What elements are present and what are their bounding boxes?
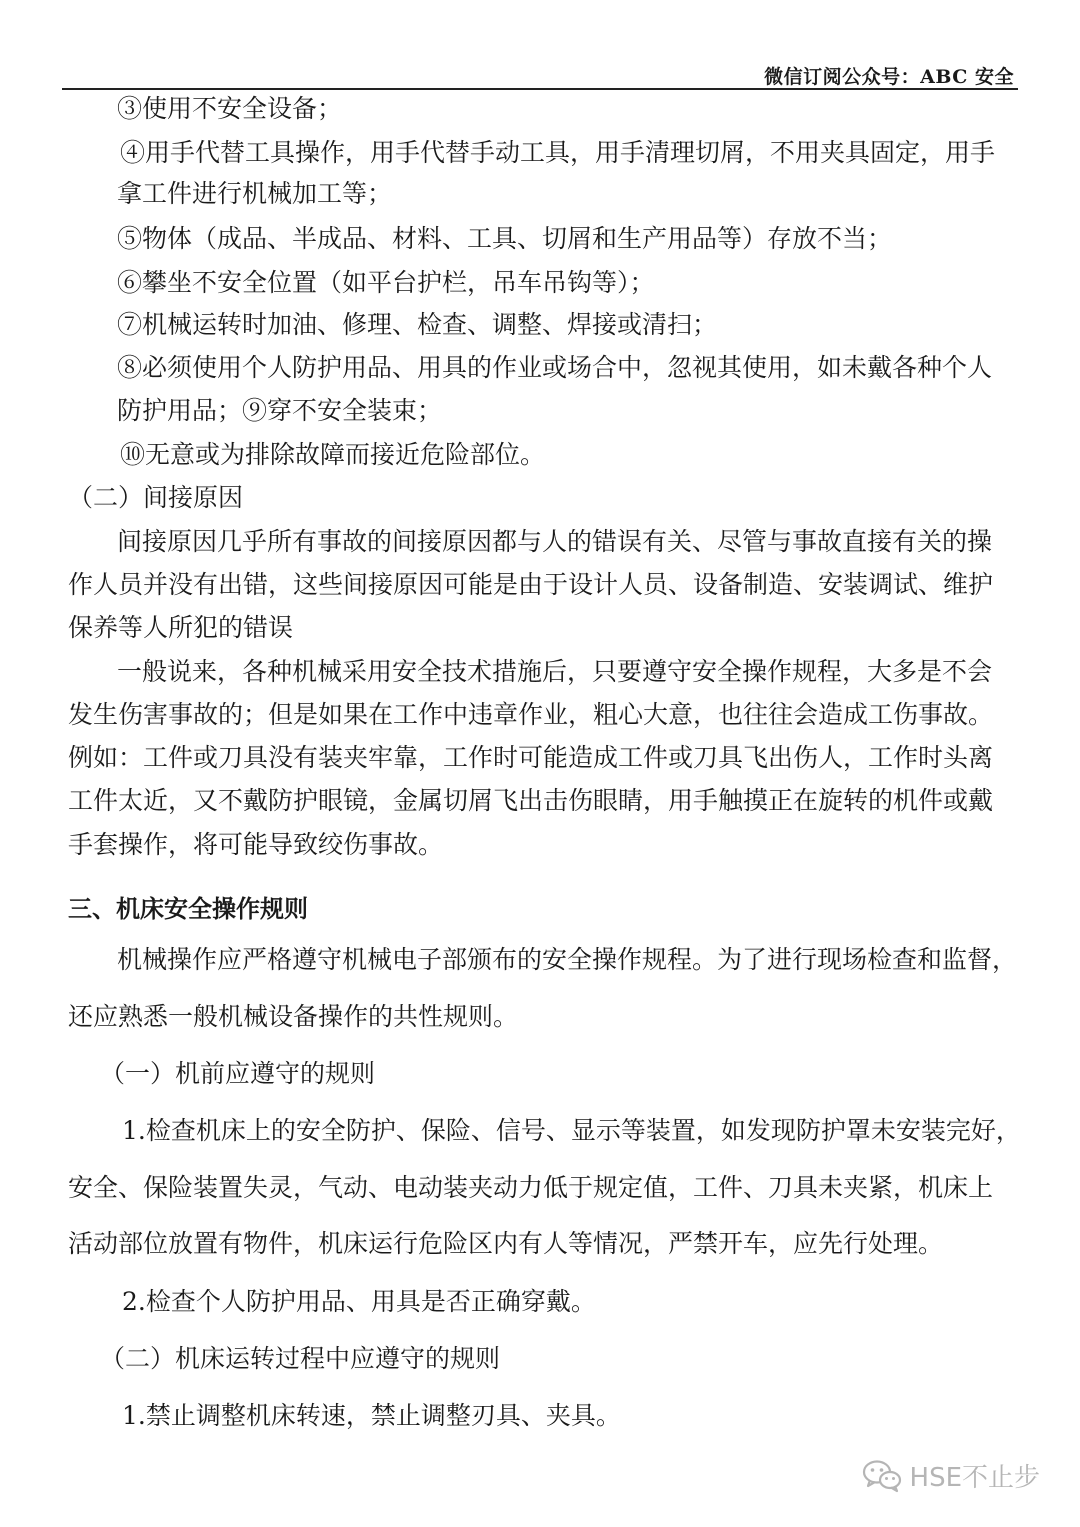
text-line: ④用手代替工具操作，用手代替手动工具，用手清理切屑，不用夹具固定，用手 — [120, 138, 996, 167]
text-line: 1.检查机床上的安全防护、保险、信号、显示等装置，如发现防护罩未安装完好， — [122, 1116, 1021, 1145]
text-line: ⑤物体（成品、半成品、材料、工具、切屑和生产用品等）存放不当； — [117, 224, 893, 253]
header-rule — [62, 88, 1018, 90]
header-text: 微信订阅公众号：ABC 安全 — [764, 66, 1014, 88]
watermark — [862, 1457, 1040, 1494]
text-line: 还应熟悉一般机械设备操作的共性规则。 — [68, 1002, 519, 1031]
section-heading: （一）机前应遵守的规则 — [100, 1059, 376, 1088]
wechat-icon — [862, 1459, 902, 1493]
watermark-text: HSE不止步 — [909, 1463, 1040, 1493]
text-line: 保养等人所犯的错误 — [68, 613, 294, 642]
text-line: 一般说来，各种机械采用安全技术措施后，只要遵守安全操作规程，大多是不会 — [117, 657, 993, 686]
text-line: ⑩无意或为排除故障而接近危险部位。 — [120, 440, 546, 469]
text-line: ⑥攀坐不安全位置（如平台护栏，吊车吊钩等）； — [117, 268, 655, 297]
text-line: 机械操作应严格遵守机械电子部颁布的安全操作规程。为了进行现场检查和监督， — [117, 945, 1018, 974]
text-line: 作人员并没有出错，这些间接原因可能是由于设计人员、设备制造、安装调试、维护 — [68, 570, 994, 599]
text-line: 工件太近，又不戴防护眼镜，金属切屑飞出击伤眼睛，用手触摸正在旋转的机件或戴 — [68, 786, 994, 815]
text-line: 拿工件进行机械加工等； — [117, 179, 393, 208]
text-line: 防护用品；⑨穿不安全装束； — [117, 396, 443, 425]
section-heading: （二）机床运转过程中应遵守的规则 — [100, 1344, 501, 1373]
text-line: ⑧必须使用个人防护用品、用具的作业或场合中，忽视其使用，如未戴各种个人 — [117, 353, 993, 382]
text-line: 2.检查个人防护用品、用具是否正确穿戴。 — [122, 1287, 596, 1316]
section-title: 三、机床安全操作规则 — [68, 895, 308, 923]
text-line: 1.禁止调整机床转速，禁止调整刃具、夹具。 — [122, 1401, 621, 1430]
text-line: ③使用不安全设备； — [117, 94, 343, 123]
text-line: 手套操作，将可能导致绞伤事故。 — [68, 830, 444, 859]
text-line: 发生伤害事故的；但是如果在工作中违章作业，粗心大意，也往往会造成工伤事故。 — [68, 700, 994, 729]
text-line: 例如：工件或刀具没有装夹牢靠，工作时可能造成工件或刀具飞出伤人，工作时头离 — [68, 743, 994, 772]
text-line: 安全、保险装置失灵，气动、电动装夹动力低于规定值，工件、刀具未夹紧，机床上 — [68, 1173, 994, 1202]
text-line: 间接原因几乎所有事故的间接原因都与人的错误有关、尽管与事故直接有关的操 — [117, 527, 993, 556]
text-line: 活动部位放置有物件，机床运行危险区内有人等情况，严禁开车，应先行处理。 — [68, 1229, 944, 1258]
section-heading: （二）间接原因 — [68, 483, 244, 512]
text-line: ⑦机械运转时加油、修理、检查、调整、焊接或清扫； — [117, 310, 718, 339]
